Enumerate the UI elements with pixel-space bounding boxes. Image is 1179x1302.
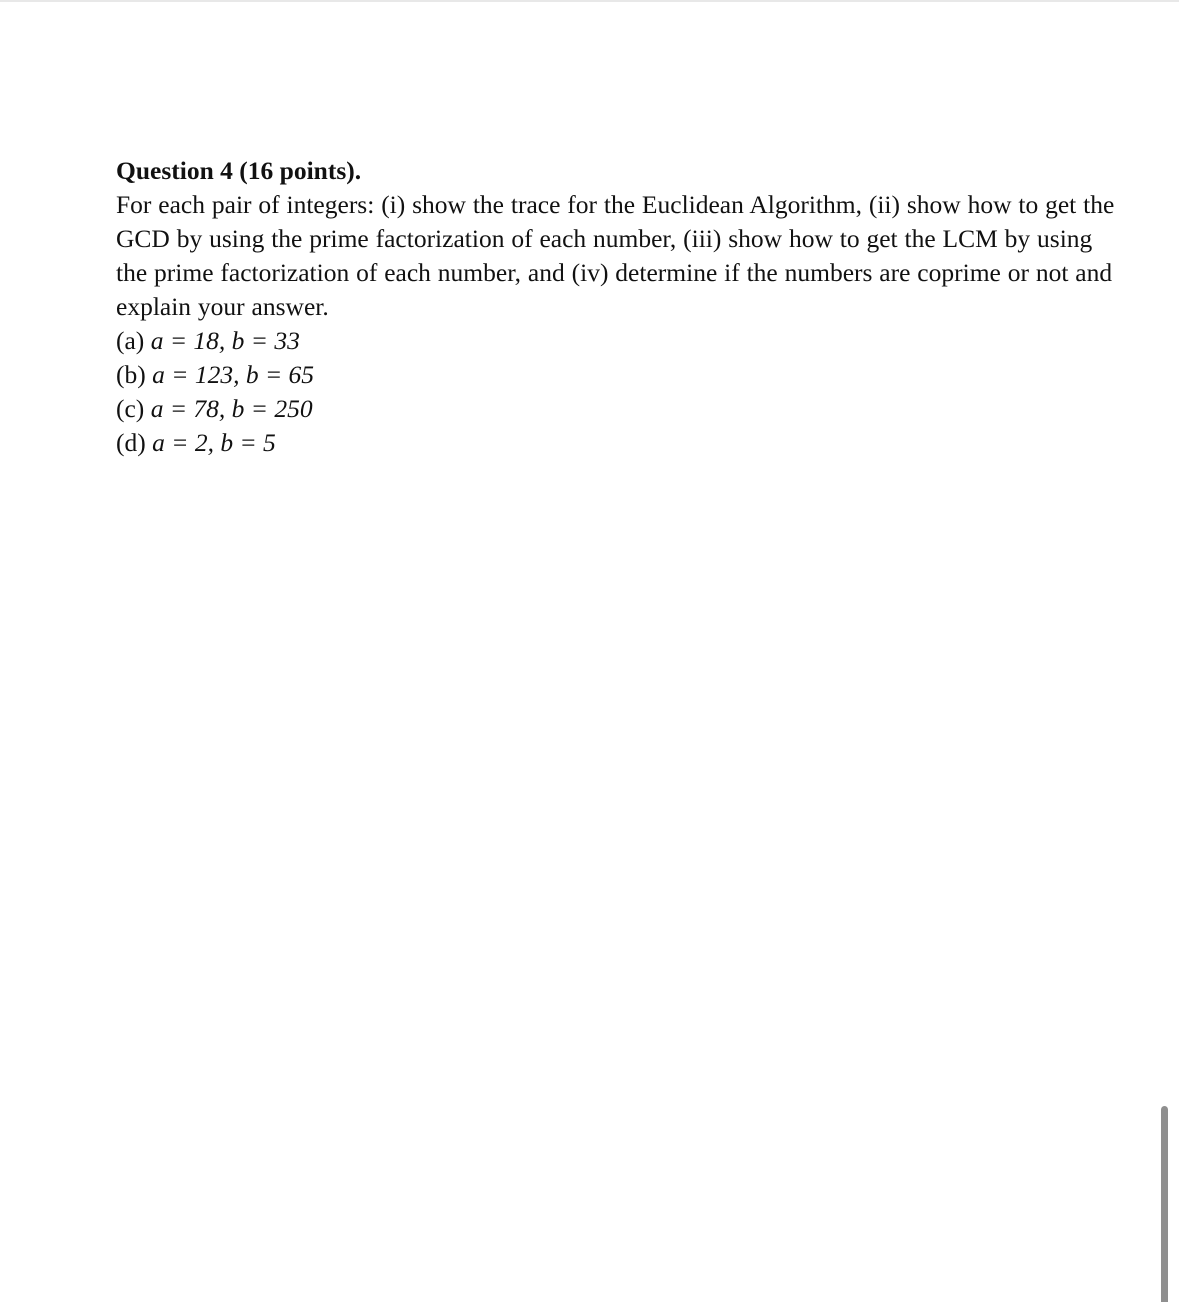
question-block (116, 154, 1116, 460)
part-b (116, 358, 1116, 392)
question-title: Question 4 (16 points). (116, 156, 362, 185)
part-c (116, 392, 1116, 426)
part-label: (d) (116, 428, 153, 457)
part-expression: a = 123, b = 65 (152, 360, 315, 389)
part-d (116, 426, 1116, 460)
part-label: (a) (116, 326, 151, 355)
question-instructions: For each pair of integers: (i) show the trace for the Euclidean Algorithm, (ii) show how to get the GCD by using the prime factorization of each number, (iii) show how to get the LCM by using the prime factorization of each number, and (iv) determine if the numbers are coprime or not and explain your answer. (116, 190, 1115, 321)
part-label: (c) (116, 394, 151, 423)
part-expression: a = 2, b = 5 (152, 428, 276, 457)
part-expression: a = 18, b = 33 (150, 326, 300, 355)
part-a (116, 324, 1116, 358)
vertical-scrollbar[interactable] (1161, 1106, 1168, 1302)
top-divider (0, 0, 1179, 2)
part-expression: a = 78, b = 250 (150, 394, 313, 423)
part-label: (b) (116, 360, 153, 389)
